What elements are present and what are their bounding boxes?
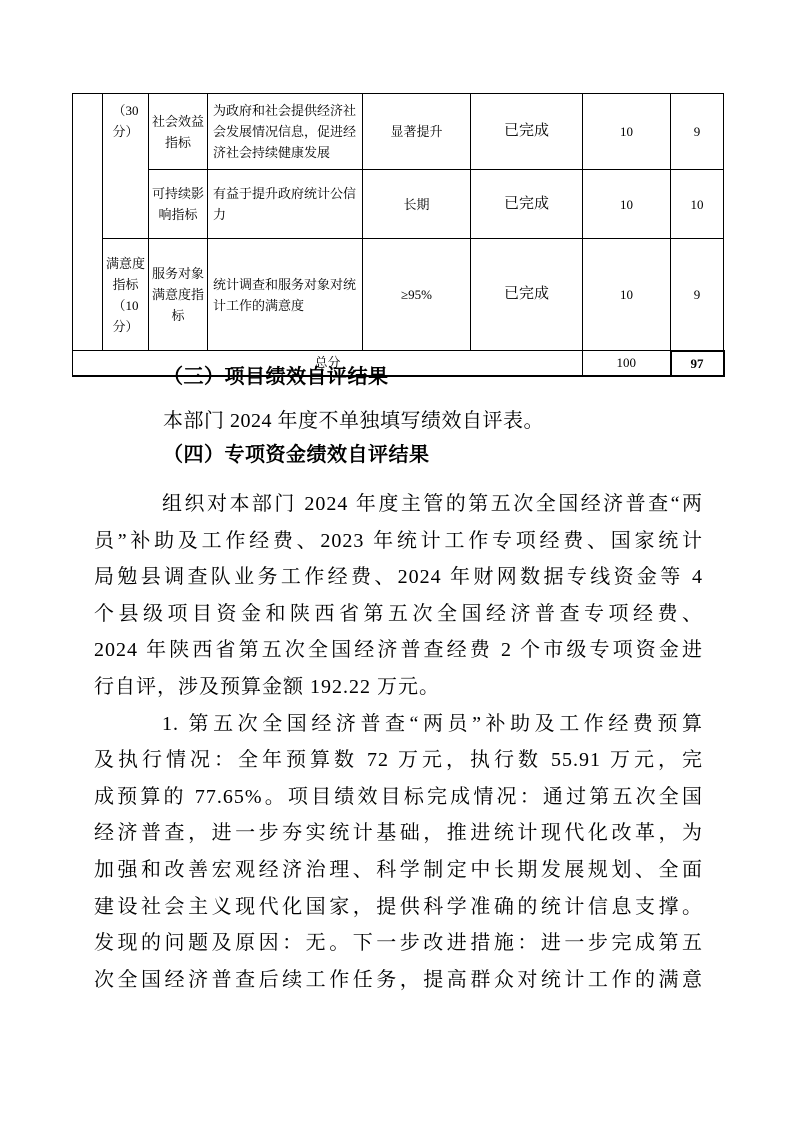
performance-indicator-table bbox=[72, 93, 725, 377]
body-line: 及执行情况：全年预算数 72 万元，执行数 55.91 万元，完 bbox=[94, 749, 703, 772]
table-cell-total-score: 100 bbox=[583, 351, 671, 376]
body-line: 局勉县调查队业务工作经费、2024 年财网数据专线资金等 4 bbox=[94, 566, 703, 589]
table-cell-actual-score: 9 bbox=[671, 94, 724, 170]
table-cell-score: 10 bbox=[583, 170, 671, 239]
body-line: 组织对本部门 2024 年度主管的第五次全国经济普查“两 bbox=[162, 493, 703, 515]
table-cell-score: 10 bbox=[583, 239, 671, 351]
body-line: 2024 年陕西省第五次全国经济普查经费 2 个市级专项资金进 bbox=[94, 639, 703, 662]
body-line: 加强和改善宏观经济治理、科学制定中长期发展规划、全面 bbox=[94, 858, 703, 881]
table-row bbox=[73, 239, 724, 351]
table-cell-indicator: 服务对象满意度指标 bbox=[149, 239, 208, 351]
table-cell-category-benefit: （30 分） bbox=[103, 94, 149, 239]
table-cell-actual-score: 10 bbox=[671, 170, 724, 239]
table-cell-description: 为政府和社会提供经济社会发展情况信息，促进经济社会持续健康发展 bbox=[208, 94, 363, 170]
table-cell-indicator: 社会效益指标 bbox=[149, 94, 208, 170]
table-row bbox=[73, 94, 724, 170]
table-cell-description: 有益于提升政府统计公信力 bbox=[208, 170, 363, 239]
body-line: 1. 第五次全国经济普查“两员”补助及工作经费预算 bbox=[162, 712, 703, 735]
table-cell-target: 长期 bbox=[363, 170, 471, 239]
table-cell-target: 显著提升 bbox=[363, 94, 471, 170]
body-line: 经济普查，进一步夯实统计基础，推进统计现代化改革，为 bbox=[94, 822, 703, 845]
table-cell-target: ≥95% bbox=[363, 239, 471, 351]
table-cell-actual-score: 9 bbox=[671, 239, 724, 351]
body-line: 成预算的 77.65%。项目绩效目标完成情况：通过第五次全国 bbox=[94, 785, 703, 808]
body-line: 建设社会主义现代化国家，提供科学准确的统计信息支撑。 bbox=[94, 895, 703, 918]
table-cell-indicator: 可持续影响指标 bbox=[149, 170, 208, 239]
table-cell-description: 统计调查和服务对象对统计工作的满意度 bbox=[208, 239, 363, 351]
table-cell-score: 10 bbox=[583, 94, 671, 170]
body-paragraphs bbox=[94, 486, 703, 998]
table-cell-completion: 已完成 bbox=[471, 170, 583, 239]
body-line: 员”补助及工作经费、2023 年统计工作专项经费、国家统计 bbox=[94, 529, 703, 552]
table-cell-empty-category bbox=[73, 94, 103, 351]
section-3-body-sentence: 本部门 2024 年度不单独填写绩效自评表。 bbox=[163, 410, 544, 432]
body-line: 行自评，涉及预算金额 192.22 万元。 bbox=[94, 675, 440, 698]
section-heading-3: （三）项目绩效自评结果 bbox=[163, 366, 389, 388]
body-line: 发现的问题及原因：无。下一步改进措施：进一步完成第五 bbox=[94, 932, 703, 955]
table-cell-total-actual: 97 bbox=[671, 351, 724, 376]
table-cell-category-satisfaction: 满意度指标（10 分） bbox=[103, 239, 149, 351]
body-line: 个县级项目资金和陕西省第五次全国经济普查专项经费、 bbox=[94, 602, 703, 625]
section-heading-4: （四）专项资金绩效自评结果 bbox=[163, 444, 430, 466]
table-cell-completion: 已完成 bbox=[471, 239, 583, 351]
table-cell-completion: 已完成 bbox=[471, 94, 583, 170]
body-line: 次全国经济普查后续工作任务，提高群众对统计工作的满意 bbox=[94, 968, 703, 991]
table-row bbox=[73, 170, 724, 239]
table-cell-total-label: 总分 bbox=[73, 351, 583, 376]
